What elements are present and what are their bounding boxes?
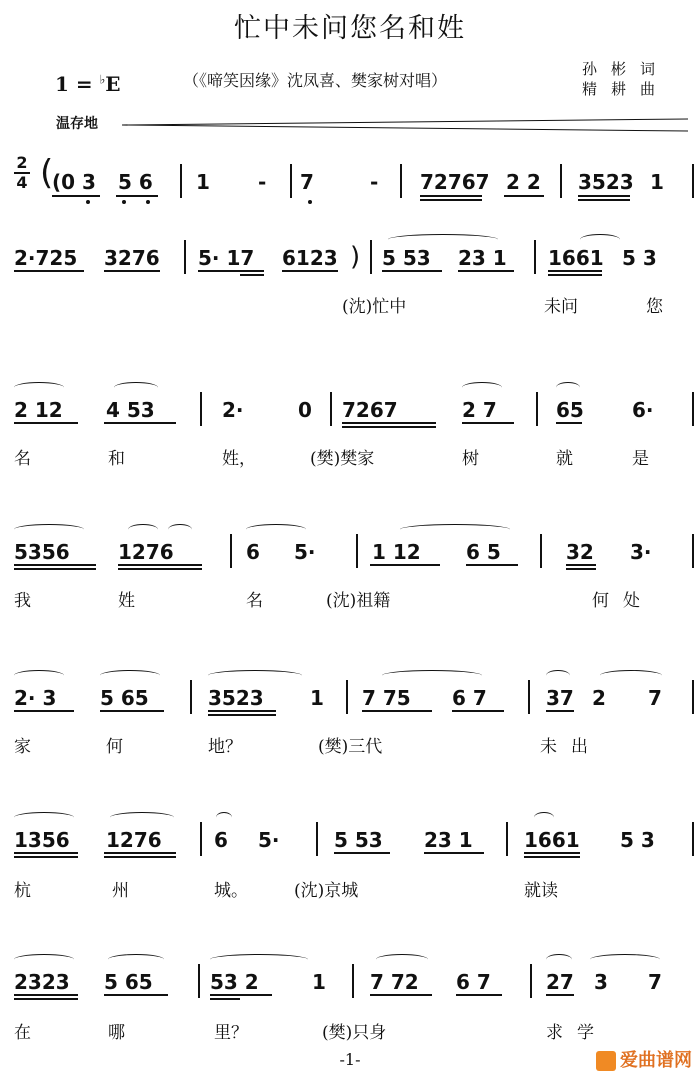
lyricist-credit: 孙彬词 bbox=[582, 60, 670, 78]
note-group: 7267 bbox=[342, 398, 398, 422]
lyric: (沈)京城 bbox=[294, 881, 359, 901]
staff-row-3 bbox=[0, 384, 700, 474]
note-group: 6123 bbox=[282, 246, 338, 270]
note-group: 2 7 bbox=[462, 398, 497, 422]
lyric: 何处 bbox=[592, 591, 654, 611]
note-group: 72767 bbox=[420, 170, 490, 194]
note-group: 2· 3 bbox=[14, 686, 57, 710]
staff-row-6 bbox=[0, 814, 700, 904]
note-group: 7 bbox=[648, 686, 662, 710]
crescendo-hairpin bbox=[118, 118, 693, 132]
note-group: 7 75 bbox=[362, 686, 411, 710]
note-group: 7 bbox=[648, 970, 662, 994]
note-group: 5 53 bbox=[334, 828, 383, 852]
lyric: 哪 bbox=[108, 1023, 125, 1043]
lyric: 州 bbox=[112, 881, 129, 901]
lyric: 何 bbox=[106, 737, 123, 757]
lyric: (樊)三代 bbox=[318, 737, 383, 757]
lyric: 您 bbox=[646, 297, 663, 317]
note-group: 5 53 bbox=[382, 246, 431, 270]
lyric: 地？ bbox=[208, 737, 242, 757]
note-group: 6 7 bbox=[456, 970, 491, 994]
note-group: 5 3 bbox=[622, 246, 657, 270]
note-group: 37 bbox=[546, 686, 574, 710]
note-group: 1 bbox=[650, 170, 664, 194]
note-group: 2 12 bbox=[14, 398, 63, 422]
note-group: 6 5 bbox=[466, 540, 501, 564]
note-group: 5 3 bbox=[620, 828, 655, 852]
note-group: 5 65 bbox=[104, 970, 153, 994]
note-group: 2323 bbox=[14, 970, 70, 994]
note-group: 5· 17 bbox=[198, 246, 255, 270]
lyric: (樊)只身 bbox=[322, 1023, 387, 1043]
music-note-icon bbox=[596, 1051, 616, 1071]
lyric: 就 bbox=[556, 449, 573, 469]
note-group: 3523 bbox=[208, 686, 264, 710]
lyric: 求学 bbox=[546, 1023, 608, 1043]
staff-row-2 bbox=[0, 232, 700, 322]
lyric: 家 bbox=[14, 737, 31, 757]
lyric: (沈)忙中 bbox=[342, 297, 407, 317]
paren-close: ) bbox=[350, 242, 361, 272]
note-group: 2 bbox=[592, 686, 606, 710]
note-group: 5 6 bbox=[118, 170, 153, 194]
note-group: - bbox=[370, 170, 379, 194]
note-group: 7 bbox=[300, 170, 314, 194]
note-group: 3276 bbox=[104, 246, 160, 270]
note-group: 1 bbox=[196, 170, 210, 194]
note-group: 1 bbox=[312, 970, 326, 994]
lyric: 名 bbox=[246, 591, 263, 611]
page-title: 忙中未问您名和姓 bbox=[234, 13, 466, 44]
lyric: 杭 bbox=[14, 881, 31, 901]
lyric: 就读 bbox=[524, 881, 558, 901]
note-group: 6 7 bbox=[452, 686, 487, 710]
note-group: 1 12 bbox=[372, 540, 421, 564]
lyric: 城。 bbox=[214, 881, 248, 901]
lyric: 未出 bbox=[540, 737, 602, 757]
page-number: -1- bbox=[339, 1050, 361, 1069]
lyric: 树 bbox=[462, 449, 479, 469]
lyric: 在 bbox=[14, 1023, 31, 1043]
lyric: (沈)祖籍 bbox=[326, 591, 391, 611]
composer-credit: 精耕曲 bbox=[582, 80, 670, 98]
note-group: 65 bbox=[556, 398, 584, 422]
site-watermark: 爱曲谱网 bbox=[596, 1046, 692, 1072]
note-group: 1 bbox=[310, 686, 324, 710]
note-group: 1661 bbox=[524, 828, 580, 852]
lyric: 和 bbox=[108, 449, 125, 469]
note-group: - bbox=[258, 170, 267, 194]
note-group: 6 bbox=[214, 828, 228, 852]
note-group: 5356 bbox=[14, 540, 70, 564]
paren-open: ( bbox=[40, 153, 54, 193]
lyric: 未问 bbox=[544, 297, 578, 317]
note-group: 2· bbox=[222, 398, 244, 422]
note-group: 7 72 bbox=[370, 970, 419, 994]
lyric: 我 bbox=[14, 591, 31, 611]
note-group: 2 2 bbox=[506, 170, 541, 194]
note-group: 1276 bbox=[106, 828, 162, 852]
note-group: 0 bbox=[298, 398, 312, 422]
key-signature: 1 = ♭E bbox=[55, 72, 121, 96]
note-group: 3· bbox=[630, 540, 652, 564]
note-group: 5· bbox=[294, 540, 316, 564]
note-group: 2·725 bbox=[14, 246, 78, 270]
staff-row-1 bbox=[0, 150, 700, 240]
note-group: 6· bbox=[632, 398, 654, 422]
note-group: 53 2 bbox=[210, 970, 259, 994]
tempo-marking: 温存地 bbox=[56, 116, 98, 132]
staff-row-4 bbox=[0, 526, 700, 616]
note-group: 32 bbox=[566, 540, 594, 564]
lyric: (樊)樊家 bbox=[310, 449, 375, 469]
note-group: 1356 bbox=[14, 828, 70, 852]
note-group: 1276 bbox=[118, 540, 174, 564]
note-group: 27 bbox=[546, 970, 574, 994]
note-group: 1661 bbox=[548, 246, 604, 270]
note-group: 5 65 bbox=[100, 686, 149, 710]
note-group: 23 1 bbox=[424, 828, 473, 852]
staff-row-5 bbox=[0, 672, 700, 762]
lyric: 名 bbox=[14, 449, 31, 469]
time-signature: 2 4 bbox=[14, 155, 30, 191]
note-group: 3 bbox=[594, 970, 608, 994]
note-group: 4 53 bbox=[106, 398, 155, 422]
lyric: 里？ bbox=[214, 1023, 248, 1043]
note-group: 5· bbox=[258, 828, 280, 852]
song-source: （《啼笑因缘》沈凤喜、樊家树对唱） bbox=[183, 71, 448, 90]
lyric: 姓 bbox=[118, 591, 135, 611]
staff-row-7 bbox=[0, 956, 700, 1046]
note-group: 3523 bbox=[578, 170, 634, 194]
note-group: 23 1 bbox=[458, 246, 507, 270]
lyric: 姓， bbox=[222, 449, 256, 469]
lyric: 是 bbox=[632, 449, 649, 469]
note-group: (0 3 bbox=[52, 170, 96, 194]
note-group: 6 bbox=[246, 540, 260, 564]
